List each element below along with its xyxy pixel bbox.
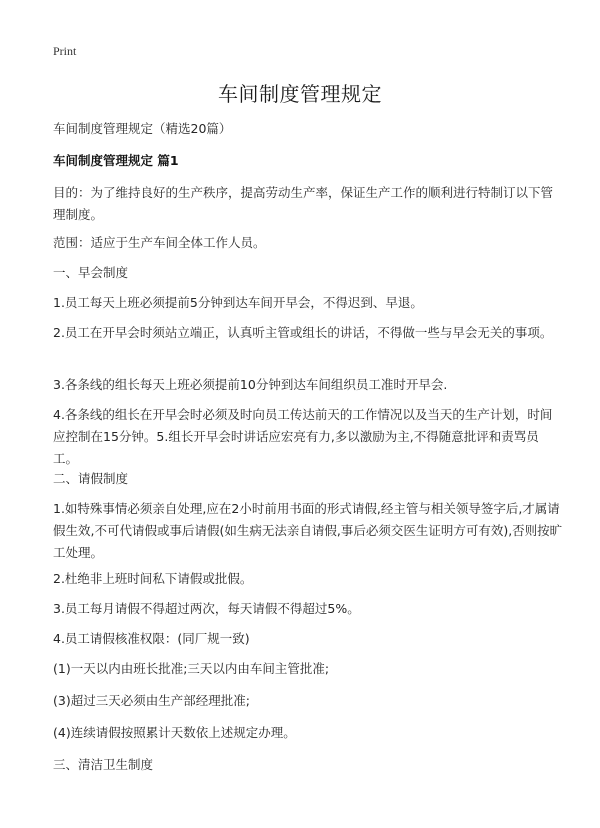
- morning-rule-4-5: 4.各条线的组长在开早会时必须及时向员工传达前天的工作情况以及当天的生产计划，时间应控制在15分钟。5.组长开早会时讲话应宏亮有力,多以激励为主,不得随意批评和责骂员工。: [53, 407, 553, 466]
- morning-rule-1: 1.员工每天上班必须提前5分钟到达车间开早会，不得迟到、早退。: [53, 295, 423, 310]
- section-leave: 二、请假制度: [53, 471, 129, 486]
- print-label[interactable]: Print: [53, 44, 77, 58]
- leave-rule-2: 2.杜绝非上班时间私下请假或批假。: [53, 571, 253, 586]
- leave-rule-4: 4.员工请假核准权限：(同厂规一致): [53, 631, 250, 646]
- section-morning-meeting: 一、早会制度: [53, 265, 129, 280]
- leave-rule-3: 3.员工每月请假不得超过两次，每天请假不得超过5%。: [53, 601, 360, 616]
- leave-approval-1: (1)一天以内由班长批准;三天以内由车间主管批准;: [53, 661, 330, 676]
- morning-rule-2: 2.员工在开早会时须站立端正，认真听主管或组长的讲话，不得做一些与早会无关的事项。: [53, 325, 553, 340]
- paragraph-purpose: 目的：为了维持良好的生产秩序，提高劳动生产率，保证生产工作的顺利进行特制订以下管理制度。: [53, 185, 554, 222]
- paragraph-scope: 范围：适应于生产车间全体工作人员。: [53, 235, 266, 250]
- leave-approval-3: (3)超过三天必须由生产部经理批准;: [53, 693, 250, 708]
- section-cleaning: 三、清洁卫生制度: [53, 757, 154, 772]
- leave-approval-4: (4)连续请假按照累计天数依上述规定办理。: [53, 725, 296, 740]
- section-heading: 车间制度管理规定 篇1: [53, 153, 179, 168]
- morning-rule-3: 3.各条线的组长每天上班必须提前10分钟到达车间组织员工准时开早会.: [53, 377, 448, 392]
- page-title: 车间制度管理规定: [218, 82, 382, 106]
- leave-rule-1: 1.如特殊事情必须亲自处理,应在2小时前用书面的形式请假,经主管与相关领导签字后,才属请假生效,不可代请假或事后请假(如生病无法亲自请假,事后必须交医生证明方可有效),否则按旷工处理。: [53, 501, 563, 560]
- document-subtitle: 车间制度管理规定（精选20篇）: [53, 121, 232, 136]
